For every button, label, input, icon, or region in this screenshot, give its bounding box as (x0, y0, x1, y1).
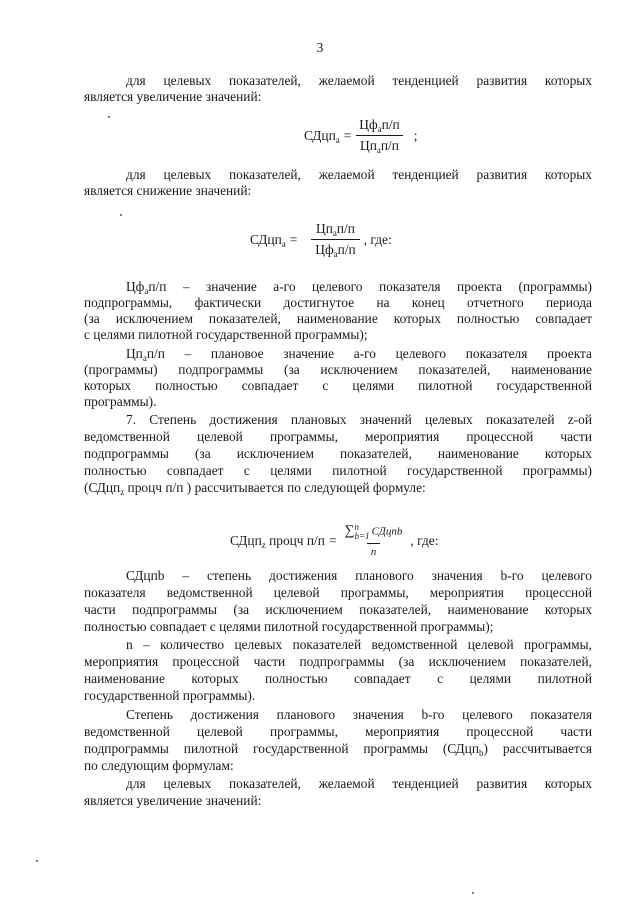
formula-lhs: СДцп$_а$ (304, 127, 340, 145)
text-line: n – количество целевых показателей ведомственной целевой программы, (126, 637, 592, 652)
scan-speck (108, 116, 110, 118)
formula-fraction (355, 117, 403, 154)
formula-lhs: СДцп$_z$ процч п/п (230, 532, 325, 550)
formula-average (230, 523, 438, 558)
text-line: показателя ведомственной целевой программы, мероприятия процессной (84, 585, 592, 600)
text-line: 7. Степень достижения плановых значений целевых показателей z-ой (126, 412, 592, 427)
scan-speck (36, 860, 38, 862)
formula-tail: , где: (410, 532, 439, 548)
text-line: государственной программы). (84, 688, 256, 703)
text-line: части подпрограммы (за исключением показателей, наименование которых (84, 602, 592, 617)
scan-speck (472, 892, 474, 894)
text-line: $Цф_ап/п$ – значение а-го целевого показателя проекта (программы) (126, 279, 592, 296)
text-line: является снижение значений: (84, 183, 252, 198)
sum-sign-icon: ∑ (344, 523, 355, 539)
text-line: полностью совпадает с целями пилотной государственной программы); (84, 619, 494, 634)
text-line: (за исключением показателей, наименование которых полностью совпадает (84, 311, 592, 326)
text-line: подпрограммы пилотной государственной программы (СДцп$_b$) рассчитывается (84, 741, 593, 758)
text-line: для целевых показателей, желаемой тенденцией развития которых (126, 776, 592, 791)
text-line: (программы) подпрограммы (за исключением показателей, наименование (84, 362, 592, 377)
text-line: ведомственной целевой программы, мероприятия процессной части (84, 724, 592, 739)
formula-denominator: n (367, 543, 381, 558)
formula-tail: ; (413, 127, 418, 143)
text-line: СДцпb – степень достижения планового значения b-го целевого (126, 568, 592, 583)
text-line: подпрограммы, фактически достигнутое на конец отчетного периода (84, 295, 592, 310)
formula-lhs: СДцп$_а$ (250, 231, 286, 249)
scan-speck (120, 214, 122, 216)
text-line: для целевых показателей, желаемой тенденцией развития которых (126, 73, 592, 88)
formula-numerator: $Цф_ап/п$ (359, 117, 400, 134)
formula-fraction (341, 523, 407, 558)
page-number: 3 (316, 40, 324, 55)
formula-equals: = (343, 127, 352, 143)
text-line: которых полностью совпадает с целями пилотной государственной (84, 378, 592, 393)
text-line: программы). (84, 394, 157, 409)
formula-tail: , где: (363, 231, 392, 247)
formula-equals: = (289, 231, 298, 247)
text-line: по следующим формулам: (84, 758, 234, 773)
text-line: мероприятия процессной части подпрограммы (за исключением показателей, (84, 654, 592, 669)
text-line: для целевых показателей, желаемой тенденцией развития которых (126, 167, 592, 182)
text-line: полностью совпадает с целями пилотной государственной программы) (84, 463, 592, 478)
formula-equals: = (328, 532, 337, 548)
text-line: Степень достижения планового значения b-го целевого показателя (126, 707, 592, 722)
formula-fraction (311, 221, 359, 258)
text-line: является увеличение значений: (84, 793, 262, 808)
text-line: $Цп_ап/п$ – плановое значение а-го целевого показателя проекта (126, 346, 592, 363)
text-line: наименование которых полностью совпадает с целями пилотной (84, 671, 592, 686)
formula-denominator: $Цф_ап/п$ (311, 239, 359, 258)
formula-numerator: $Цп_ап/п$ (316, 221, 355, 238)
text-line: (СДцп$_z$ процч п/п ) рассчитывается по следующей формуле: (84, 480, 426, 497)
formula-numerator: ∑ n b=1 СДцпb (344, 522, 403, 541)
formula-increase (304, 117, 417, 154)
text-line: подпрограммы (за исключением показателей, наименование которых (84, 446, 592, 461)
text-line: с целями пилотной государственной программы); (84, 327, 368, 342)
formula-decrease (250, 221, 392, 258)
text-line: ведомственной целевой программы, мероприятия процессной части (84, 429, 592, 444)
formula-denominator: $Цп_ап/п$ (356, 135, 403, 154)
text-line: является увеличение значений: (84, 89, 262, 104)
